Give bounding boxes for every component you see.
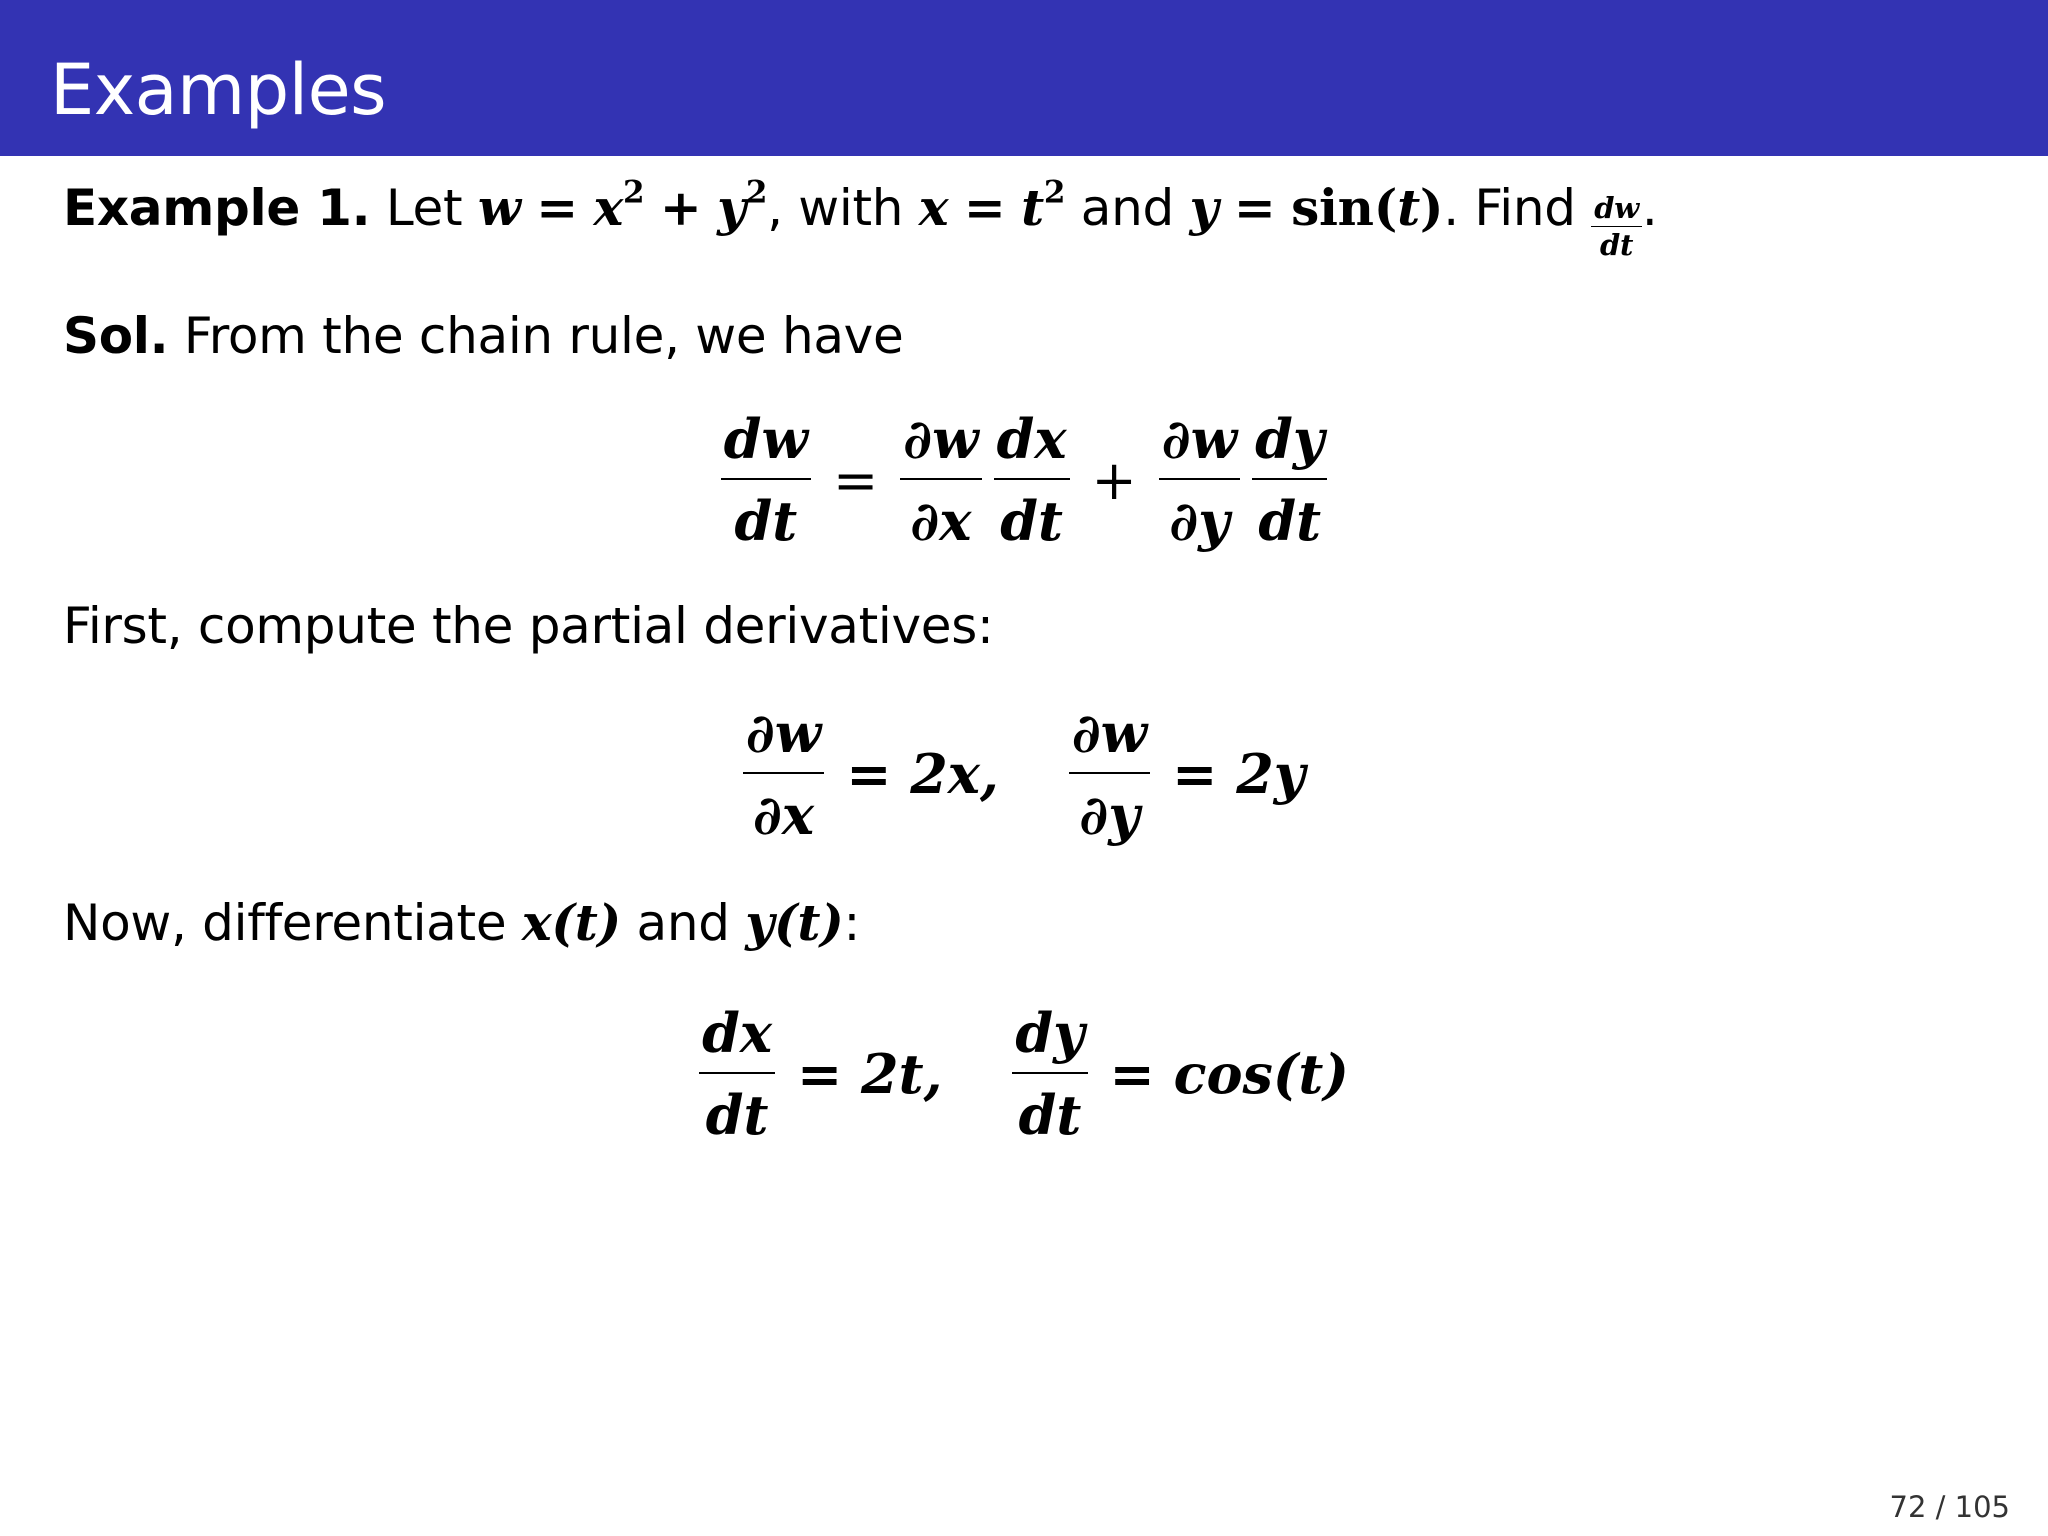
- frac-dx-dt: [699, 1001, 775, 1147]
- math-close: ): [1419, 178, 1444, 237]
- frac-den: ∂x: [910, 489, 972, 553]
- small-frac-num: dw: [1594, 190, 1639, 225]
- step1-text: [63, 596, 994, 656]
- step1-label: First, compute the partial derivatives:: [63, 597, 994, 655]
- fraction-bar: [721, 478, 811, 480]
- fraction-bar: [994, 478, 1070, 480]
- rhs-cos-t: = cos(t): [1109, 1042, 1349, 1106]
- equation-derivatives: [0, 1001, 2048, 1147]
- fraction-bar: [1252, 478, 1327, 480]
- math-t2: t: [1397, 178, 1420, 237]
- rhs-2t: = 2t,: [797, 1042, 943, 1106]
- frac-den: dt: [734, 489, 798, 553]
- rhs-2x: = 2x,: [846, 742, 999, 806]
- frac-partial-w-x: [743, 701, 824, 847]
- math-exp-t: 2: [1043, 174, 1066, 211]
- equation-chain-rule: [0, 407, 2048, 553]
- frac-num: ∂w: [1161, 407, 1238, 471]
- fraction-bar: [1591, 226, 1642, 227]
- rhs-2y: = 2y: [1172, 742, 1306, 806]
- math-y: y: [717, 178, 746, 237]
- frac-num: ∂w: [903, 407, 979, 471]
- frac-den: ∂x: [752, 783, 815, 847]
- frame-title: Examples: [50, 49, 387, 131]
- period: .: [1641, 179, 1658, 237]
- frac-den: dt: [1000, 489, 1063, 553]
- fraction-bar: [743, 772, 824, 774]
- math-plus: +: [659, 178, 702, 237]
- frac-num: dy: [1015, 1001, 1085, 1065]
- small-frac-den: dt: [1600, 227, 1634, 262]
- frac-den: dt: [705, 1083, 769, 1147]
- fraction-bar: [699, 1072, 775, 1074]
- solution-intro: [63, 306, 903, 366]
- fraction-bar: [900, 478, 981, 480]
- frac-dy-dt: [1012, 1001, 1087, 1147]
- math-x2: x: [918, 178, 949, 237]
- frac-partial-w-y: [1069, 701, 1150, 847]
- frac-dx-dt: [994, 407, 1070, 553]
- find-word: . Find: [1443, 179, 1576, 237]
- step2-colon: :: [843, 894, 861, 952]
- frac-num: dy: [1255, 407, 1325, 471]
- frac-partial-w-x: [900, 407, 981, 553]
- math-x: x: [593, 178, 623, 237]
- with-word: , with: [767, 179, 904, 237]
- math-xt: x(t): [521, 893, 621, 952]
- math-sin: sin(: [1291, 178, 1398, 237]
- plus-sign: +: [1091, 448, 1137, 512]
- frac-num: ∂w: [745, 701, 822, 765]
- frac-num: dw: [723, 407, 808, 471]
- fraction-bar: [1159, 478, 1240, 480]
- math-eq2: =: [963, 178, 1006, 237]
- frame-title-bar: [0, 0, 2048, 156]
- math-exp-y: 2: [745, 174, 768, 211]
- frac-den: ∂y: [1169, 489, 1230, 553]
- frac-num: ∂w: [1071, 701, 1148, 765]
- frac-dy-dt: [1252, 407, 1327, 553]
- let-word: Let: [385, 179, 463, 237]
- fraction-bar: [1012, 1072, 1087, 1074]
- math-yt: y(t): [745, 893, 844, 952]
- math-eq3: =: [1233, 178, 1276, 237]
- math-exp-x: 2: [622, 174, 645, 211]
- math-w: w: [477, 178, 521, 237]
- math-t: t: [1021, 178, 1044, 237]
- page-number: 72 / 105: [1889, 1490, 2010, 1524]
- and-word: and: [1080, 179, 1174, 237]
- step2-text: [63, 893, 860, 953]
- example-statement: [63, 174, 1658, 262]
- step2-label-b: and: [636, 894, 730, 952]
- small-fraction-dw-dt: [1591, 190, 1642, 262]
- equals-sign: =: [832, 448, 879, 512]
- frac-den: ∂y: [1079, 783, 1140, 847]
- frac-num: dx: [996, 407, 1067, 471]
- example-label: Example 1.: [63, 179, 371, 237]
- frac-den: dt: [1018, 1083, 1082, 1147]
- math-eq: =: [536, 178, 578, 237]
- fraction-bar: [1069, 772, 1150, 774]
- sol-text: From the chain rule, we have: [183, 307, 904, 365]
- frac-num: dx: [702, 1001, 773, 1065]
- frac-dw-dt: [721, 407, 811, 553]
- equation-partials: [0, 701, 2048, 847]
- math-y2: y: [1189, 178, 1219, 237]
- sol-label: Sol.: [63, 307, 169, 365]
- frac-partial-w-y: [1159, 407, 1240, 553]
- frac-den: dt: [1258, 489, 1322, 553]
- step2-label-a: Now, differentiate: [63, 894, 507, 952]
